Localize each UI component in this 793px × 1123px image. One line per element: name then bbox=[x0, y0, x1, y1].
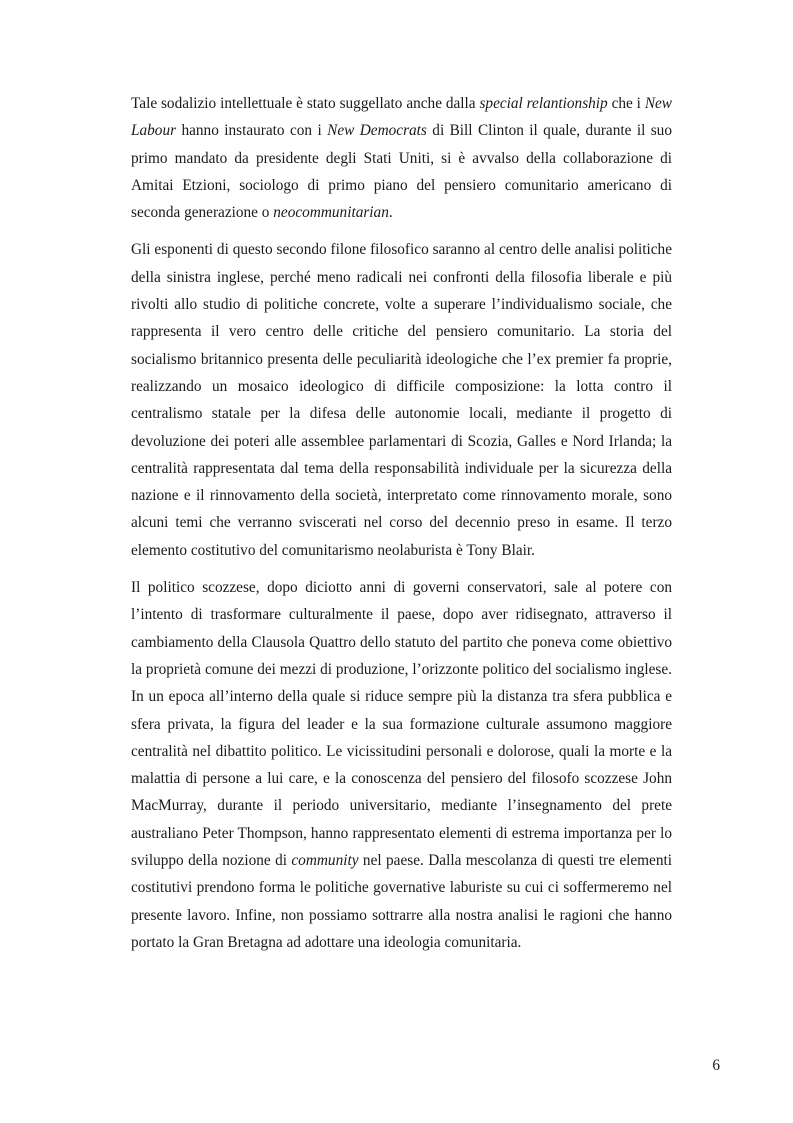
text-run: Il politico scozzese, dopo diciotto anni di governi conservatori, sale al potere con l’intento di trasformare culturalmente il paese, dopo aver ridisegnato, attraverso il cambiamento della Clausola Quattro dello statuto del partito che poneva come obiettivo la proprietà comune dei mezzi di produzione, l’orizzonte politico del socialismo inglese. In un epoca all’interno della quale si riduce sempre più la distanza tra sfera pubblica e sfera privata, la figura del leader e la sua formazione culturale assumono maggiore centralità nel dibattito politico. Le vicissitudini personali e dolorose, quali la morte e la malattia di persone a lui care, e la conoscenza del pensiero del filosofo scozzese John MacMurray, durante il periodo universitario, mediante l’insegnamento del prete australiano Peter Thompson, hanno rappresentato elementi di estrema importanza per lo sviluppo della nozione di bbox=[131, 579, 672, 870]
text-run: hanno instaurato con i bbox=[176, 122, 328, 140]
text-run: che i bbox=[607, 95, 645, 112]
text-run: Gli esponenti di questo secondo filone filosofico saranno al centro delle analisi politiche della sinistra inglese, perché meno radicali nei confronti della filosofia liberale e più rivolti allo studio di politiche concrete, volte a superare l’individualismo sociale, che rappresenta il vero centro delle critiche del pensiero comunitario. La storia del socialismo britannico presenta delle peculiarità ideologiche che l’ex premier fa proprie, realizzando un mosaico ideologico di difficile composizione: la lotta contro il centralismo statale per la difesa delle autonomie locali, mediante il progetto di devoluzione dei poteri alle assemblee parlamentari di Scozia, Galles e Nord Irlanda; la centralità rappresentata dal tema della responsabilità individuale per la sicurezza della nazione e il rinnovamento della società, interpretato come rinnovamento morale, sono alcuni temi che verranno sviscerati nel corso del decennio preso in esame. Il terzo elemento costitutivo del comunitarismo neolaburista è Tony Blair. bbox=[131, 241, 672, 559]
italic-term: special relantionship bbox=[479, 95, 608, 112]
text-run: nel paese. Dalla mescolanza di questi tre elementi costitutivi prendono forma le politiche governative laburiste su cui ci soffermeremo nel presente lavoro. Infine, non possiamo sottrarre alla nostra analisi le ragioni che hanno portato la Gran Bretagna ad adottare una ideologia comunitaria. bbox=[131, 852, 672, 951]
page-body bbox=[131, 90, 672, 966]
text-run: . bbox=[388, 204, 393, 222]
page-number: 6 bbox=[712, 1057, 720, 1074]
paragraph-2 bbox=[131, 236, 672, 564]
paragraph-1 bbox=[131, 90, 672, 226]
italic-term: community bbox=[291, 852, 359, 870]
paragraph-3 bbox=[131, 574, 672, 956]
italic-term: New Labour bbox=[131, 95, 673, 140]
text-run: Tale sodalizio intellettuale è stato suggellato anche dalla bbox=[131, 95, 480, 112]
italic-term: neocommunitarian bbox=[273, 204, 389, 222]
italic-term: New Democrats bbox=[327, 122, 427, 140]
text-run: di Bill Clinton il quale, durante il suo primo mandato da presidente degli Stati Uniti, si è avvalso della collaborazione di Amitai Etzioni, sociologo di primo piano del pensiero comunitario americano di seconda generazione o bbox=[131, 122, 672, 222]
